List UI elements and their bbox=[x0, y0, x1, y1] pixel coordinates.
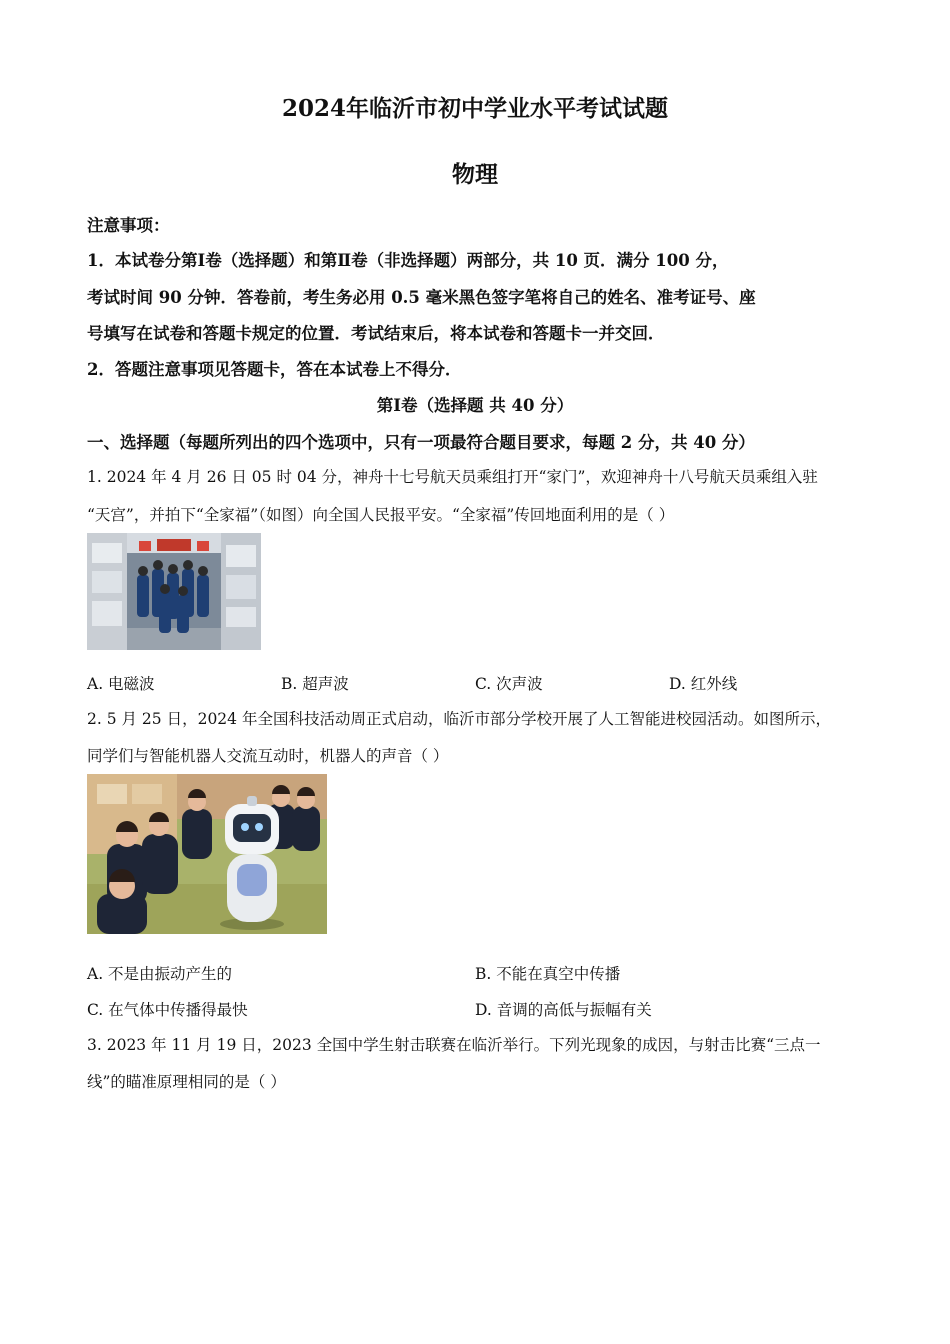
q3-stem-line-2: 线”的瞄准原理相同的是（ ） bbox=[87, 1073, 286, 1091]
part-one-heading: 一、选择题（每题所列出的四个选项中，只有一项最符合题目要求，每题 2 分，共 40 分） bbox=[87, 433, 755, 452]
q2-stem-line-2: 同学们与智能机器人交流互动时，机器人的声音（ ） bbox=[87, 747, 449, 765]
q3-stem-line-1: 3. 2023 年 11 月 19 日，2023 全国中学生射击联赛在临沂举行。下列光现象的成因，与射击比赛“三点一 bbox=[87, 1036, 821, 1054]
notice-line-4: 2．答题注意事项见答题卡，答在本试卷上不得分． bbox=[87, 360, 462, 379]
notice-line-3: 号填写在试卷和答题卡规定的位置．考试结束后，将本试卷和答题卡一并交回． bbox=[87, 324, 665, 343]
q2-robot-classroom-photo bbox=[87, 774, 327, 934]
q2-stem-line-1: 2. 5 月 25 日，2024 年全国科技活动周正式启动，临沂市部分学校开展了人工智能进校园活动。如图所示， bbox=[87, 710, 831, 728]
q1-stem-line-2: “天宫”，并拍下“全家福”（如图）向全国人民报平安。“全家福”传回地面利用的是（ ） bbox=[87, 506, 675, 524]
q2-option-d: D. 音调的高低与振幅有关 bbox=[475, 1001, 652, 1019]
subject-title: 物理 bbox=[452, 161, 498, 188]
q2-option-c: C. 在气体中传播得最快 bbox=[87, 1001, 248, 1019]
q1-option-d: D. 红外线 bbox=[669, 675, 738, 693]
notice-line-1: 1．本试卷分第Ⅰ卷（选择题）和第Ⅱ卷（非选择题）两部分，共 10 页．满分 100 分， bbox=[87, 251, 729, 270]
exam-title: 2024年临沂市初中学业水平考试试题 bbox=[281, 95, 668, 122]
q1-astronaut-photo bbox=[87, 533, 261, 650]
q2-option-b: B. 不能在真空中传播 bbox=[475, 965, 621, 983]
notice-line-2: 考试时间 90 分钟．答卷前，考生务必用 0.5 毫米黑色签字笔将自己的姓名、准考证号、座 bbox=[87, 288, 756, 307]
q2-option-a: A. 不是由振动产生的 bbox=[87, 965, 233, 983]
q1-stem-line-1: 1. 2024 年 4 月 26 日 05 时 04 分，神舟十七号航天员乘组打开“家门”，欢迎神舟十八号航天员乘组入驻 bbox=[87, 468, 818, 486]
q1-option-b: B. 超声波 bbox=[281, 675, 349, 693]
q1-option-c: C. 次声波 bbox=[475, 675, 543, 693]
section-title: 第Ⅰ卷（选择题 共 40 分） bbox=[376, 396, 574, 415]
notice-heading: 注意事项： bbox=[87, 216, 170, 235]
q1-option-a: A. 电磁波 bbox=[87, 675, 155, 693]
